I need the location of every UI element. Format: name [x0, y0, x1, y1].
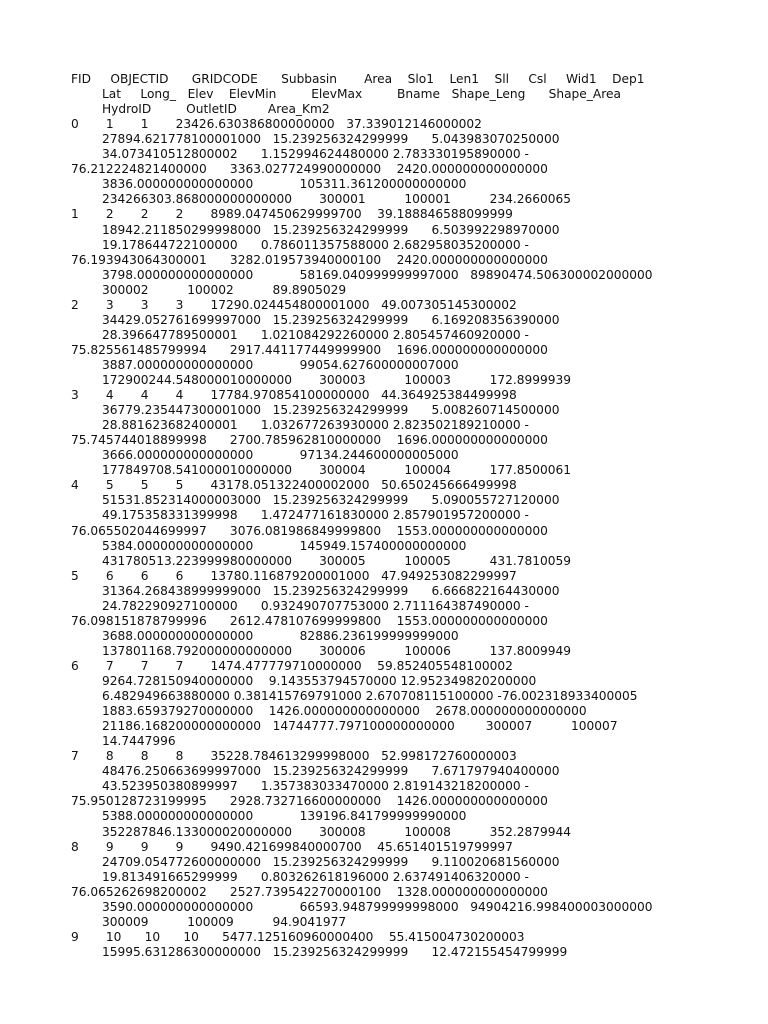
text-line: 18942.211850299998000 15.239256324299999 6.503992298970000: [71, 222, 560, 237]
text-line: 3688.000000000000000 82886.236199999999000: [71, 628, 459, 643]
text-line: 4 5 5 5 43178.051322400002000 50.650245666499998: [71, 478, 517, 493]
text-line: 36779.235447300001000 15.239256324299999 5.008260714500000: [71, 403, 560, 418]
text-line: 8 9 9 9 9490.421699840000700 45.651401519799997: [71, 839, 513, 854]
text-line: 15995.631286300000000 15.239256324299999 12.472155454799999: [71, 944, 568, 959]
text-line: 14.7447996: [71, 734, 176, 749]
text-line: 76.065502044699997 3076.081986849999800 1553.000000000000000: [71, 523, 548, 538]
text-line: 6.482949663880000 0.381415769791000 2.670708115100000 -76.002318933400005: [71, 689, 638, 704]
text-line: 234266303.868000000000000 300001 100001 234.2660065: [71, 192, 572, 207]
text-line: 3887.000000000000000 99054.627600000007000: [71, 357, 459, 372]
text-line: 28.396647789500001 1.021084292260000 2.805457460920000 -: [71, 327, 529, 342]
text-line: 76.065262698200002 2527.739542270000100 1328.000000000000000: [71, 884, 548, 899]
text-line: HydroID OutletID Area_Km2: [71, 102, 330, 117]
text-line: 28.881623682400001 1.032677263930000 2.823502189210000 -: [71, 418, 529, 433]
text-line: 76.212224821400000 3363.027724990000000 2420.000000000000000: [71, 162, 548, 177]
text-line: 19.813491665299999 0.803262618196000 2.637491406320000 -: [71, 869, 529, 884]
text-line: 75.745744018899998 2700.785962810000000 1696.000000000000000: [71, 433, 548, 448]
text-line: 9 10 10 10 5477.125160960000400 55.415004730200003: [71, 929, 525, 944]
text-line: 431780513.223999980000000 300005 100005 431.7810059: [71, 553, 572, 568]
text-line: 137801168.792000000000000 300006 100006 137.8009949: [71, 643, 572, 658]
text-line: 19.178644722100000 0.786011357588000 2.682958035200000 -: [71, 237, 529, 252]
text-line: 21186.168200000000000 14744777.797100000000000 300007 100007: [71, 719, 618, 734]
text-line: 5388.000000000000000 139196.841799999990000: [71, 809, 467, 824]
header-line: FID OBJECTID GRIDCODE Subbasin Area Slo1 Len1 Sll Csl Wid1 Dep1: [71, 72, 645, 86]
text-line: 172900244.548000010000000 300003 100003 172.8999939: [71, 373, 572, 387]
text-line: 177849708.541000010000000 300004 100004 177.8500061: [71, 463, 572, 478]
text-line: 3 4 4 4 17784.970854100000000 44.364925384499998: [71, 388, 517, 403]
text-line: 7 8 8 8 35228.784613299998000 52.998172760000003: [71, 749, 517, 764]
text-document: [71, 72, 761, 1012]
text-line: 34429.052761699997000 15.239256324299999 6.169208356390000: [71, 312, 560, 327]
text-line: 49.175358331399998 1.472477161830000 2.857901957200000 -: [71, 508, 529, 523]
text-line: 0 1 1 23426.630386800000000 37.339012146000002: [71, 117, 482, 132]
text-line: 3798.000000000000000 58169.040999999997000 89890474.506300002000000: [71, 267, 653, 282]
text-line: 24709.054772600000000 15.239256324299999 9.110020681560000: [71, 854, 560, 869]
text-line: 31364.268438999999000 15.239256324299999 6.666822164430000: [71, 583, 560, 598]
text-line: 34.073410512800002 1.152994624480000 2.783330195890000 -: [71, 147, 529, 162]
text-line: 6 7 7 7 1474.477779710000000 59.852405548100002: [71, 658, 513, 673]
text-line: 5384.000000000000000 145949.157400000000000: [71, 538, 467, 553]
text-line: Lat Long_ Elev ElevMin ElevMax Bname Shape_Leng Shape_Area: [71, 87, 621, 102]
text-line: 24.782290927100000 0.932490707753000 2.711164387490000 -: [71, 598, 529, 613]
text-line: 1883.659379270000000 1426.000000000000000 2678.000000000000000: [71, 704, 587, 719]
text-line: 76.193943064300001 3282.019573940000100 2420.000000000000000: [71, 252, 548, 267]
text-line: 3836.000000000000000 105311.361200000000000: [71, 177, 467, 192]
text-line: 300002 100002 89.8905029: [71, 282, 347, 297]
text-line: 43.523950380899997 1.357383033470000 2.819143218200000 -: [71, 779, 529, 794]
text-line: 352287846.133000020000000 300008 100008 352.2879944: [71, 824, 572, 839]
text-line: 2 3 3 3 17290.024454800001000 49.007305145300002: [71, 297, 517, 312]
text-line: 27894.621778100001000 15.239256324299999 5.043983070250000: [71, 132, 560, 147]
text-line: 75.825561485799994 2917.441177449999900 1696.000000000000000: [71, 342, 548, 357]
text-line: 1 2 2 2 8989.047450629999700 39.188846588099999: [71, 207, 513, 222]
text-line: 300009 100009 94.9041977: [71, 914, 347, 929]
text-line: 3666.000000000000000 97134.244600000005000: [71, 448, 459, 463]
text-line: 75.950128723199995 2928.732716600000000 1426.000000000000000: [71, 794, 548, 809]
text-line: 3590.000000000000000 66593.948799999998000 94904216.998400003000000: [71, 899, 653, 914]
text-line: 76.098151878799996 2612.478107699999800 1553.000000000000000: [71, 613, 548, 628]
text-line: 48476.250663699997000 15.239256324299999 7.671797940400000: [71, 764, 560, 779]
text-line: 51531.852314000003000 15.239256324299999 5.090055727120000: [71, 493, 560, 508]
text-line: 5 6 6 6 13780.116879200001000 47.949253082299997: [71, 568, 517, 583]
text-line: 9264.728150940000000 9.143553794570000 12.952349820200000: [71, 674, 537, 688]
